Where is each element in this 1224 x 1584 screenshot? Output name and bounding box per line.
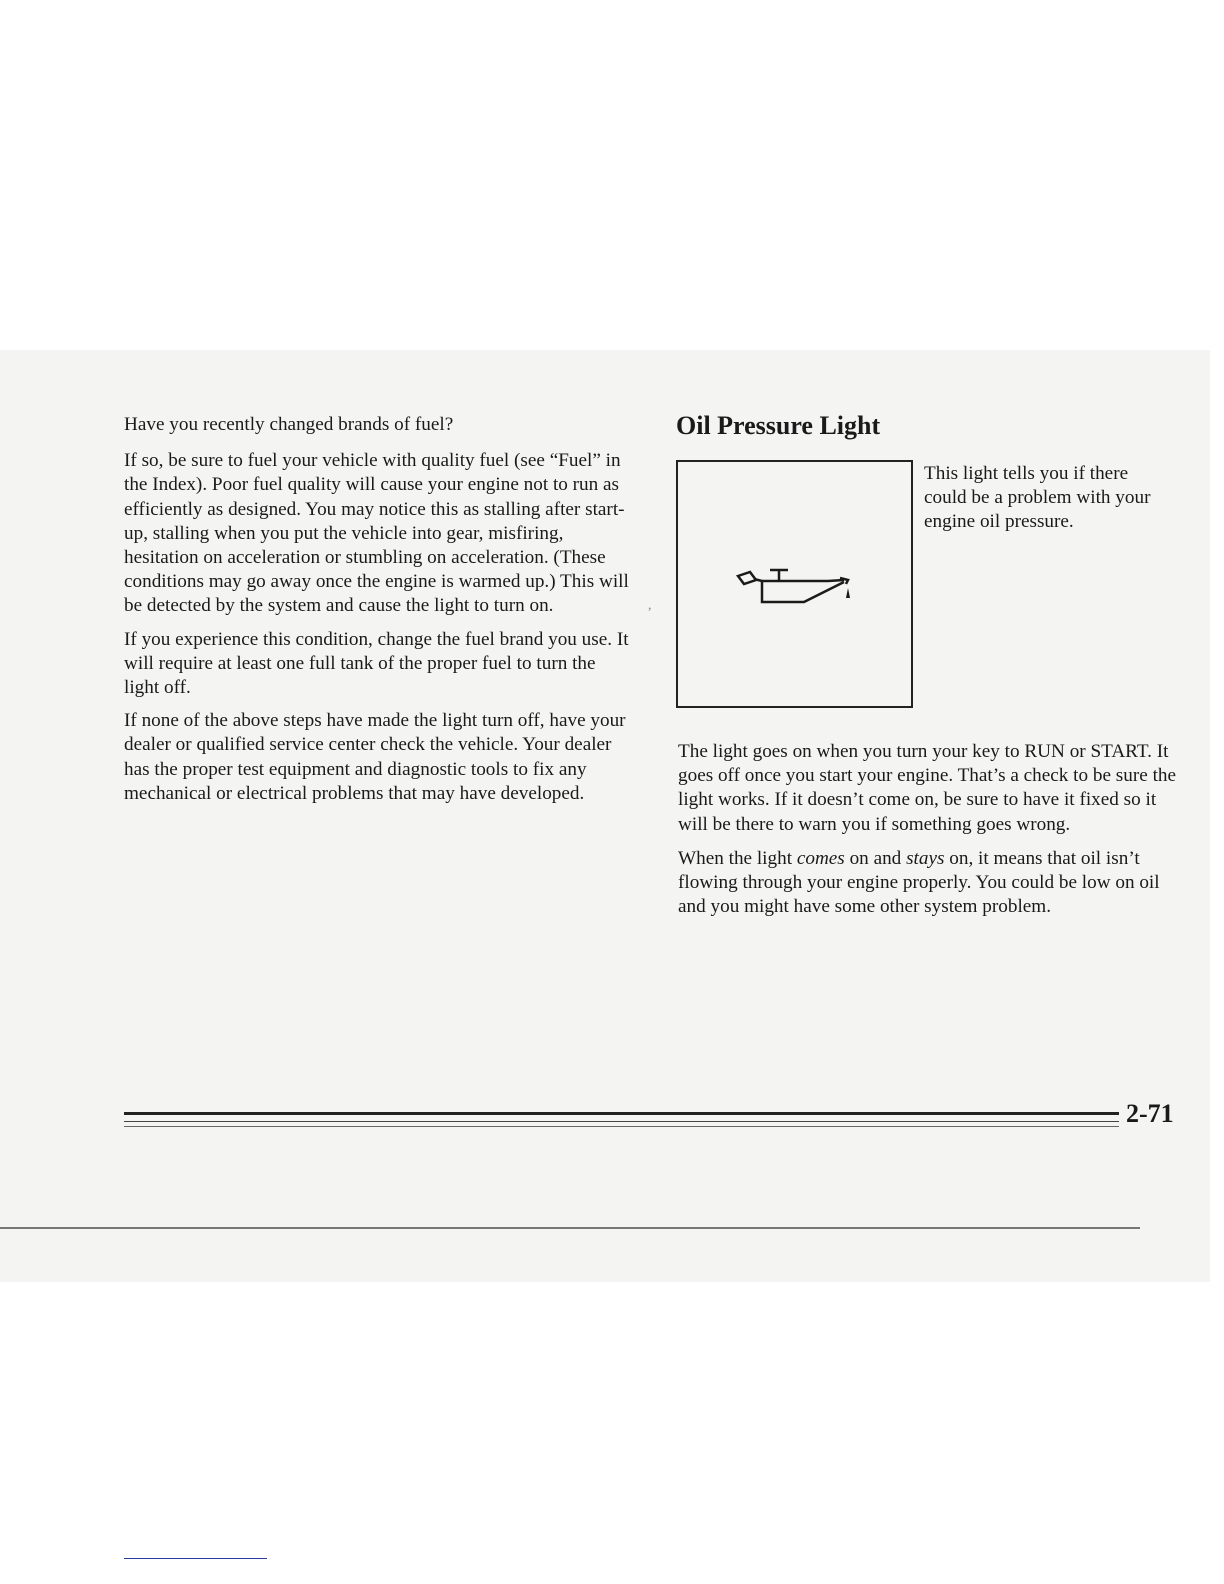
scan-mark: , [648,598,652,613]
oil-pressure-illustration [676,460,913,708]
footer-rule [124,1112,1119,1115]
page-number: 2-71 [1126,1099,1174,1128]
emphasis-stays: stays [906,847,945,869]
footer-rule [124,1121,1119,1122]
oil-can-icon [732,562,852,622]
intro-question: Have you recently changed brands of fuel? [124,414,454,435]
footer-rule [124,1126,1119,1127]
fuel-quality-paragraph: If so, be sure to fuel your vehicle with quality fuel (see “Fuel” in the Index). Poor fuel quality will cause your engine not to run as efficiently as designed. You may notice this as stalling after start-up, stalling when you put the vehicle into gear, misfiring, hesitation on acceleration or stumbling on acceleration. (These conditions may go away once the engine is warmed up.) This will be detected by the system and cause the light to turn on. [124,450,629,617]
right-column [678,740,1178,929]
left-column [124,413,634,815]
oil-flow-paragraph: When the light comes on and stays on, it means that oil isn’t flowing through your engine properly. You could be low on oil and you might have some other system problem. [678,847,1160,918]
box-caption: This light tells you if there could be a problem with your engine oil pressure. [924,463,1151,533]
section-heading: Oil Pressure Light [676,411,881,440]
emphasis-comes: comes [796,847,845,869]
light-check-paragraph: The light goes on when you turn your key to RUN or START. It goes off once you start your engine. That’s a check to be sure the light works. If it doesn’t come on, be sure to have it fixed so it will be there to warn you if something goes wrong. [678,741,1177,835]
dealer-check-paragraph: If none of the above steps have made the light turn off, have your dealer or qualified service center check the vehicle. Your dealer has the proper test equipment and diagnostic tools to fix any mechanical or electrical problems that may have developed. [124,710,626,804]
margin-rule [124,1558,267,1559]
change-fuel-paragraph: If you experience this condition, change the fuel brand you use. It will require at least one full tank of the proper fuel to turn the light off. [124,628,629,699]
panel-bottom-rule [0,1227,1140,1229]
